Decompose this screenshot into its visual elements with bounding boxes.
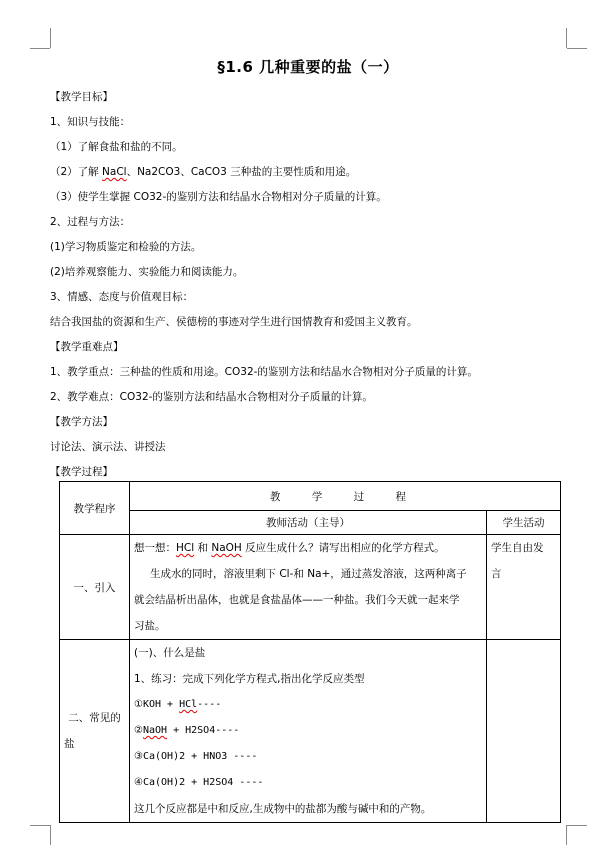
page-title: §1.6 几种重要的盐（一） [217,58,399,76]
text-line: (2)培养观察能力、实验能力和阅读能力。 [50,266,244,278]
text-line: 生成水的同时，溶液里剩下 Cl-和 Na+，通过蒸发溶液，这两种离子 [150,568,467,580]
text-line: 2、教学难点：CO32-的鉴别方法和结晶水合物相对分子质量的计算。 [50,391,373,403]
header-teacher: 教师活动（主导） [130,511,487,535]
crop-mark-top-left-v [50,28,51,48]
crop-mark-bottom-right-v [566,825,567,845]
crop-mark-top-right [567,48,587,49]
teacher-activity-common-salts [130,640,487,823]
text-line: （3）使学生掌握 CO32-的鉴别方法和结晶水合物相对分子质量的计算。 [50,191,387,203]
crop-mark-bottom-left [30,825,50,826]
equation-line: ④Ca(OH)2 + H2SO4 ---- [134,777,264,788]
row-label-intro: 一、引入 [60,535,130,640]
text-line: 2、过程与方法： [50,216,131,228]
text-line: 1、练习：完成下列化学方程式,指出化学反应类型 [134,673,365,685]
lesson-process-table [59,481,561,823]
header-program: 教学程序 [60,482,130,535]
row-label-common-salts [60,640,130,823]
text-line: 习盐。 [134,620,166,632]
student-activity-common-salts [487,640,561,823]
text-line: 1、教学重点：三种盐的性质和用途。CO32-的鉴别方法和结晶水合物相对分子质量的计算。 [50,366,478,378]
crop-mark-top-left [30,48,50,49]
teacher-activity-intro [130,535,487,640]
crop-mark-bottom-right [567,825,587,826]
header-process: 教 学 过 程 [130,482,561,511]
text-line: 就会结晶析出晶体，也就是食盐晶体——一种盐。我们今天就一起来学 [134,594,460,606]
text-line: 言 [491,568,502,580]
equation-line: ①KOH + HCl---- [134,699,222,710]
text-line: （2）了解 NaCl、Na2CO3、CaCO3 三种盐的主要性质和用途。 [50,166,357,178]
equation-line: ③Ca(OH)2 + HNO3 ---- [134,751,258,762]
section-heading-methods: 【教学方法】 [50,416,113,428]
text-line: 1、知识与技能： [50,116,131,128]
crop-mark-top-right-v [566,28,567,48]
section-heading-key-points: 【教学重难点】 [50,341,124,353]
text-line: (一)、什么是盐 [134,647,206,659]
section-heading-process: 【教学过程】 [50,466,113,478]
text-line: 这几个反应都是中和反应,生成物中的盐都为酸与碱中和的产物。 [134,803,432,815]
text-line: 讨论法、演示法、讲授法 [50,441,166,453]
student-activity-intro [487,535,561,640]
header-student: 学生活动 [487,511,561,535]
text-line: 想一想：HCl 和 NaOH 反应生成什么？请写出相应的化学方程式。 [134,542,445,554]
text-line: 盐 [64,738,75,750]
crop-mark-bottom-left-v [50,825,51,845]
text-line: 二、常见的 [68,712,121,724]
text-line: (1)学习物质鉴定和检验的方法。 [50,241,202,253]
text-line: 学生自由发 [491,542,544,554]
text-line: 3、情感、态度与价值观目标： [50,291,194,303]
text-line: （1）了解食盐和盐的不同。 [50,141,183,153]
section-heading-objectives: 【教学目标】 [50,91,113,103]
equation-line: ②NaOH + H2SO4---- [134,725,240,736]
text-line: 结合我国盐的资源和生产、侯德榜的事迹对学生进行国情教育和爱国主义教育。 [50,316,418,328]
